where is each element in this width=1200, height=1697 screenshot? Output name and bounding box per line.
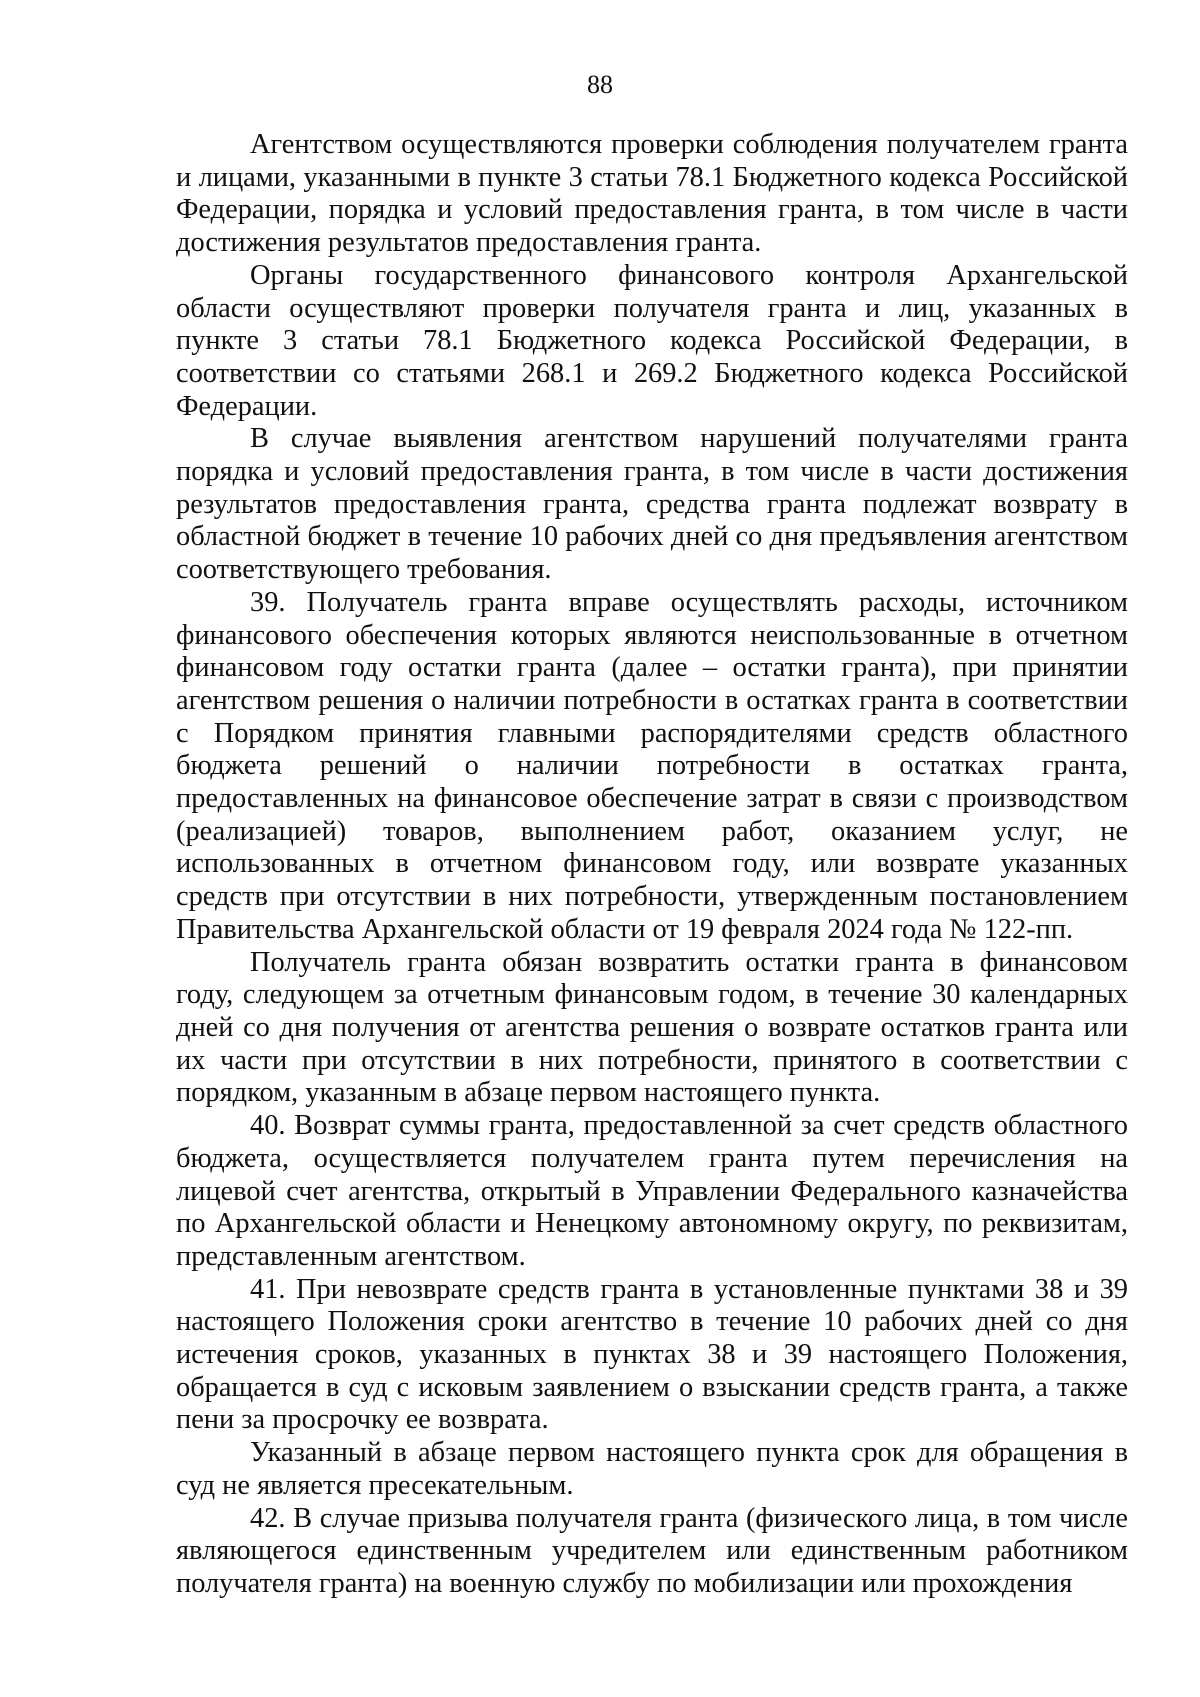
paragraph-clause-41-term: Указанный в абзаце первом настоящего пункта срок для обращения в суд не является пресекательным. — [176, 1437, 1128, 1501]
paragraph-clause-39-return-balance: Получатель гранта обязан возвратить остатки гранта в финансовом году, следующем за отчетным финансовым годом, в течение 30 календарных дней со дня получения от агентства решения о возврате остатков гранта или их части при отсутствии в них потребности, принятого в соответствии с порядком, указанным в абзаце первом настоящего пункта. — [176, 946, 1128, 1109]
paragraph-clause-39: 39. Получатель гранта вправе осуществлять расходы, источником финансового обеспечения которых являются неиспользованные в отчетном финансовом году остатки гранта (далее – остатки гранта), при принятии агентством решения о наличии потребности в остатках гранта в соответствии с Порядком принятия главными распорядителями средств областного бюджета решений о наличии потребности в остатках гранта, предоставленных на финансовое обеспечение затрат в связи с производством (реализацией) товаров, выполнением работ, оказанием услуг, не использованных в отчетном финансовом году, или возврате указанных средств при отсутствии в них потребности, утвержденным постановлением Правительства Архангельской области от 19 февраля 2024 года № 122-пп. — [176, 586, 1128, 945]
paragraph-clause-42: 42. В случае призыва получателя гранта (физического лица, в том числе являющегося единственным учредителем или единственным работником получателя гранта) на военную службу по мобилизации или прохождения — [176, 1502, 1128, 1599]
paragraph-violations-return: В случае выявления агентством нарушений получателями гранта порядка и условий предоставления гранта, в том числе в части достижения результатов предоставления гранта, средства гранта подлежат возврату в областной бюджет в течение 10 рабочих дней со дня предъявления агентством соответствующего требования. — [176, 423, 1128, 586]
paragraph-clause-40: 40. Возврат суммы гранта, предоставленной за счет средств областного бюджета, осуществляется получателем гранта путем перечисления на лицевой счет агентства, открытый в Управлении Федерального казначейства по Архангельской области и Ненецкому автономному округу, по реквизитам, представленным агентством. — [176, 1110, 1128, 1272]
paragraph-agency-inspections: Агентством осуществляются проверки соблюдения получателем гранта и лицами, указанными в пункте 3 статьи 78.1 Бюджетного кодекса Российской Федерации, порядка и условий предоставления гранта, в том числе в части достижения результатов предоставления гранта. — [176, 129, 1128, 259]
paragraph-financial-control: Органы государственного финансового контроля Архангельской области осуществляют проверки получателя гранта и лиц, указанных в пункте 3 статьи 78.1 Бюджетного кодекса Российской Федерации, в соответствии со статьями 268.1 и 269.2 Бюджетного кодекса Российской Федерации. — [176, 259, 1128, 422]
document-body — [176, 129, 1128, 1601]
page-number: 88 — [587, 70, 613, 99]
paragraph-clause-41: 41. При невозврате средств гранта в установленные пунктами 38 и 39 настоящего Положения сроки агентство в течение 10 рабочих дней со дня истечения сроков, указанных в пунктах 38 и 39 настоящего Положения, обращается в суд с исковым заявлением о взыскании средств гранта, а также пени за просрочку ее возврата. — [176, 1273, 1128, 1436]
